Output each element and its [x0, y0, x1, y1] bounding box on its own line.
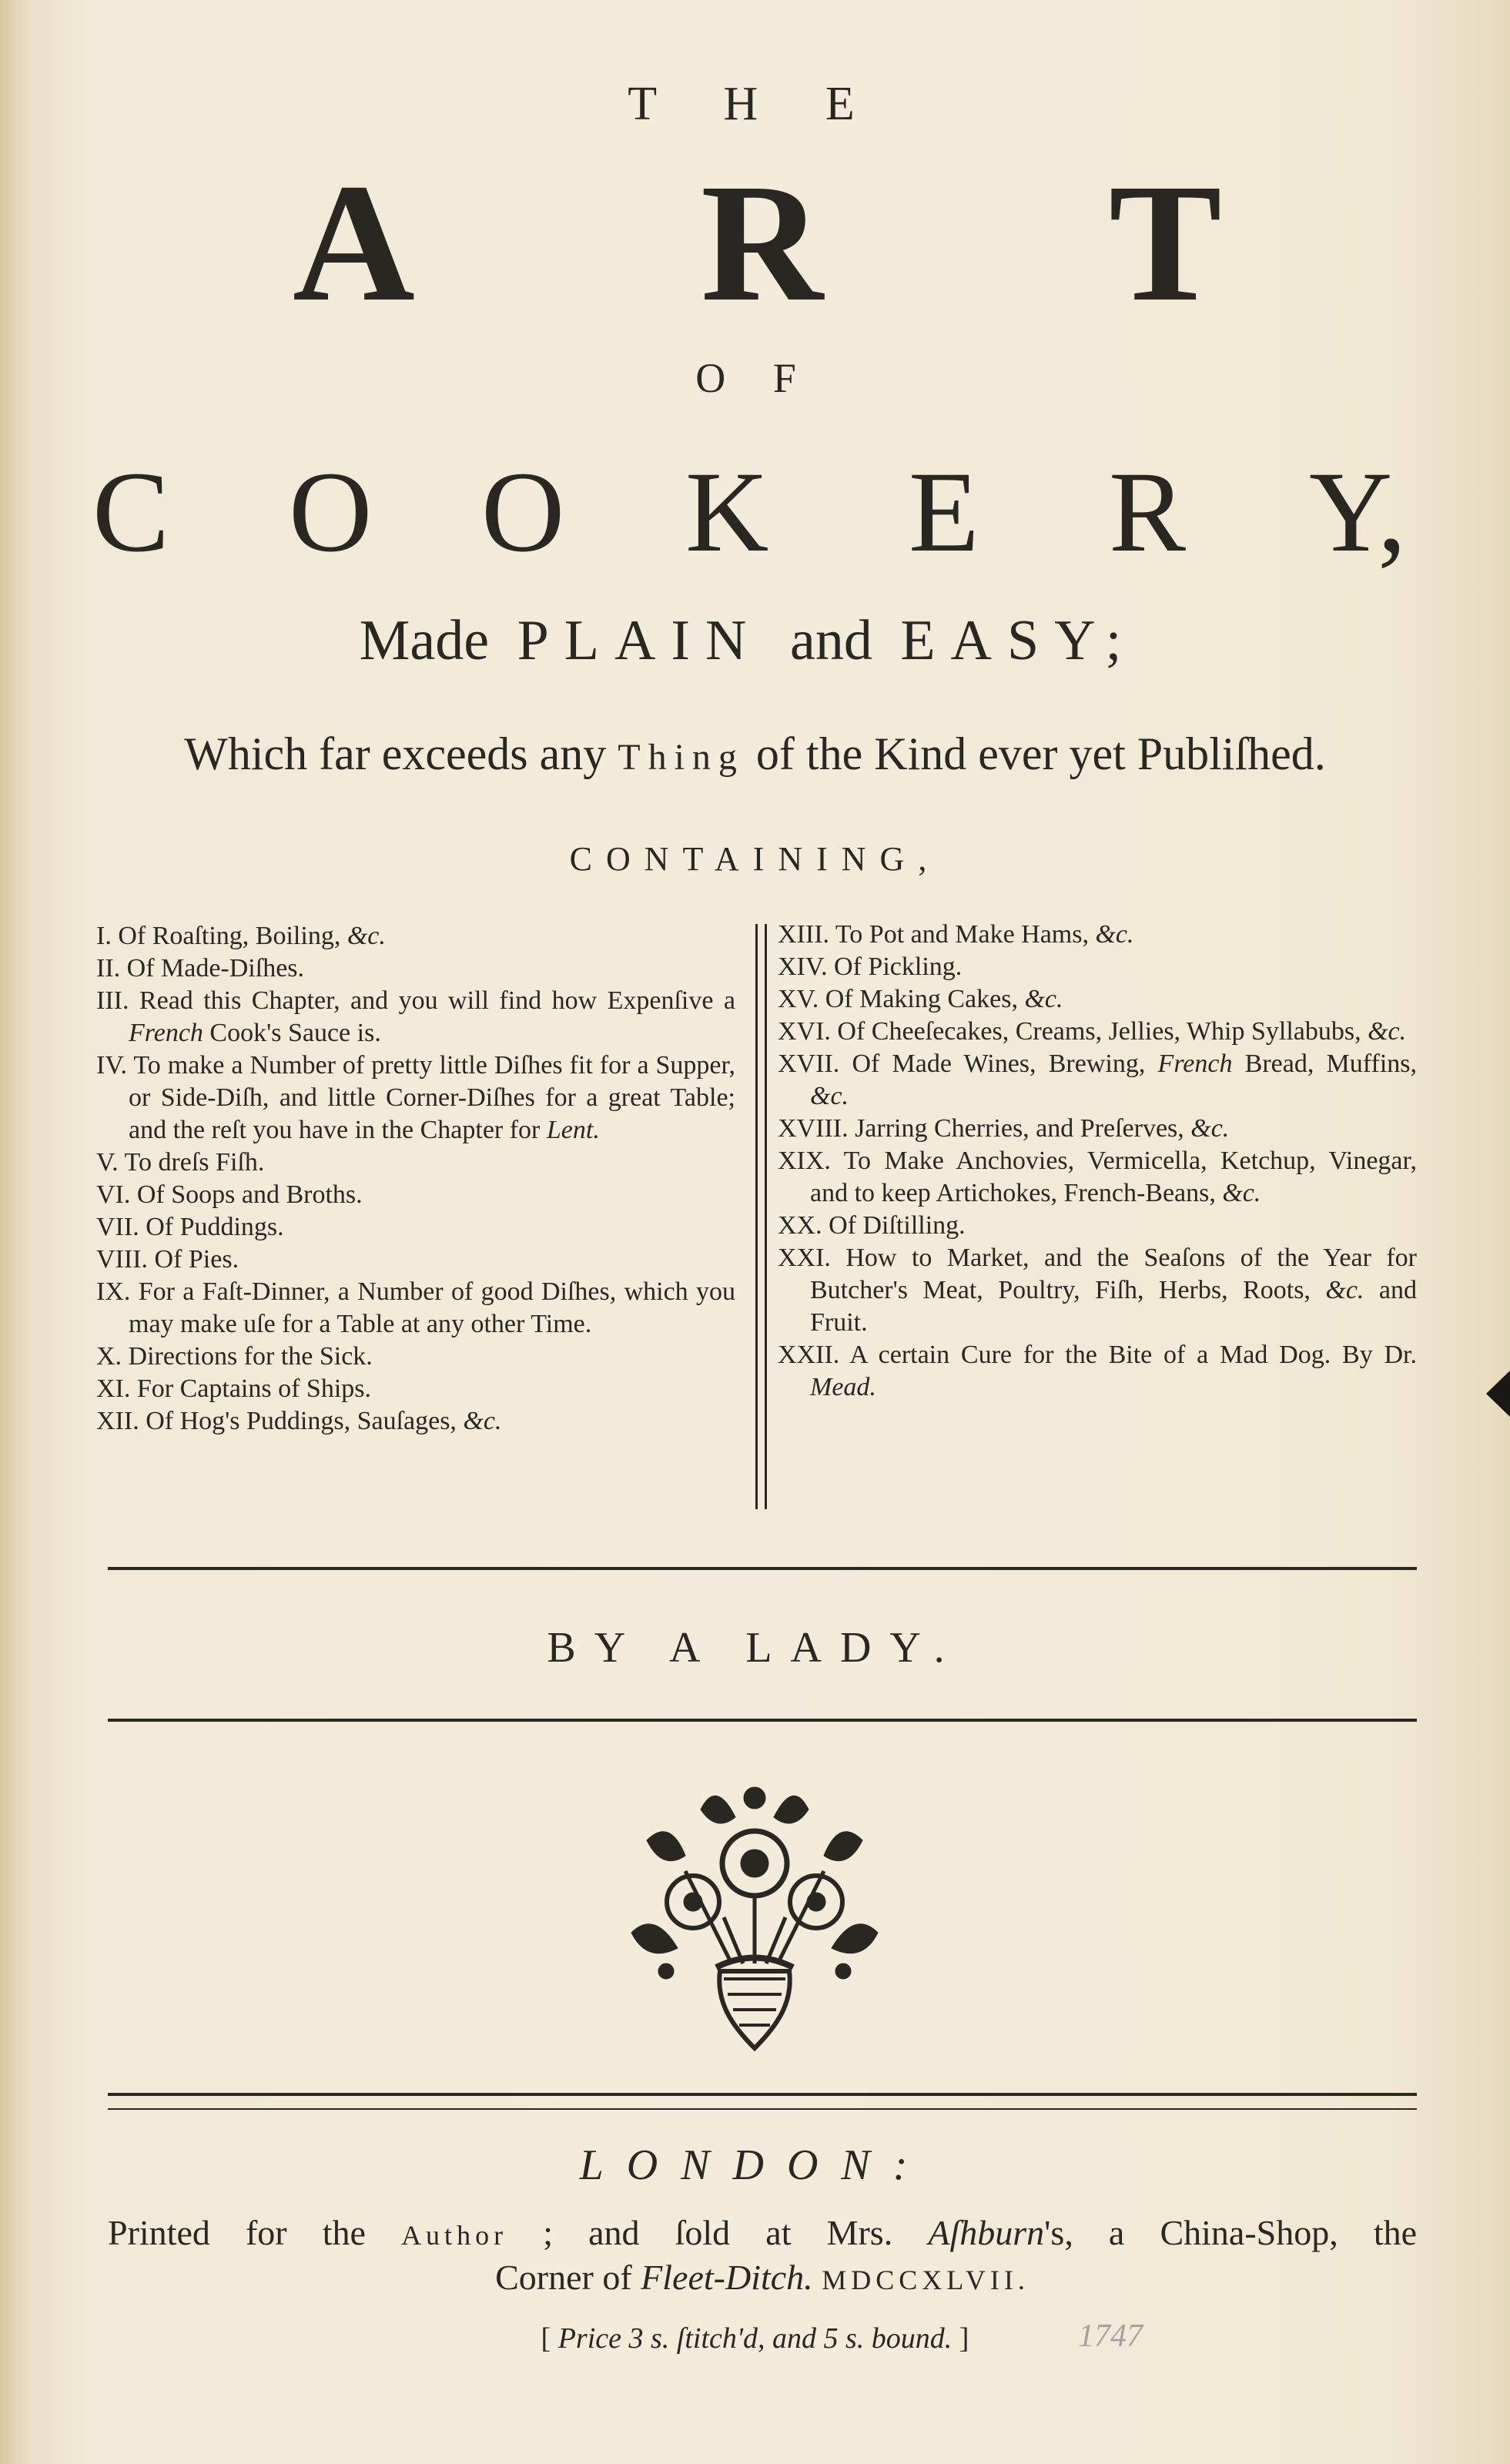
subtitle-made: Made — [359, 609, 490, 672]
contents-entry — [96, 985, 735, 1050]
entry-italic: &c. — [810, 1082, 849, 1110]
price-stitched: 3 s. ſtitch'd, — [628, 2322, 765, 2355]
entry-italic: &c. — [1190, 1114, 1230, 1143]
imprint-ashburn: Aſhburn — [928, 2213, 1045, 2252]
entry-text: XIV. Of Pickling. — [778, 952, 963, 981]
price-line — [0, 2322, 1510, 2355]
by-a-lady: BY A LADY. — [547, 1624, 963, 1672]
entry-text: and Fruit. — [810, 1276, 1417, 1337]
entry-italic: Mead. — [810, 1373, 876, 1401]
contents-left-column — [96, 920, 735, 1438]
contents-entry — [96, 1276, 735, 1341]
contents-entry — [778, 1048, 1417, 1113]
entry-text: VII. Of Puddings. — [96, 1213, 284, 1241]
floral-ornament-icon — [601, 1771, 909, 2064]
which-part-2: of the Kind ever yet Publiſhed. — [755, 728, 1326, 779]
entry-italic: &c. — [1024, 985, 1063, 1013]
contents-entry — [96, 1211, 735, 1244]
entry-text: III. Read this Chapter, and you will find how Expenſive a — [96, 986, 735, 1015]
entry-italic: &c. — [463, 1407, 502, 1435]
entry-text: XXII. A certain Cure for the Bite of a Mad Dog. By Dr. — [778, 1341, 1417, 1369]
contents-entry — [96, 952, 735, 985]
entry-italic: &c. — [1368, 1017, 1407, 1046]
art-letter-a: A — [293, 149, 415, 336]
contents-entry — [96, 1147, 735, 1179]
imprint-line-1 — [108, 2211, 1417, 2257]
entry-text: VI. Of Soops and Broths. — [96, 1180, 363, 1209]
which-part-1: Which far exceeds any — [184, 728, 607, 779]
subtitle-easy: EASY; — [900, 609, 1137, 672]
cookery-letter: Y, — [1309, 448, 1407, 576]
entry-text: XI. For Captains of Ships. — [96, 1374, 371, 1403]
entry-text: I. Of Roaſting, Boiling, — [96, 922, 347, 950]
entry-text: X. Directions for the Sick. — [96, 1342, 373, 1371]
entry-text: XIX. To Make Anchovies, Vermicella, Ketchup, Vinegar, and to keep Artichokes, French-Beans, — [778, 1147, 1417, 1207]
price-word: Price — [557, 2322, 621, 2355]
horizontal-rule — [108, 1719, 1417, 1722]
price-and: and — [772, 2322, 816, 2355]
imprint-line-2 — [108, 2256, 1417, 2302]
entry-text: XVII. Of Made Wines, Brewing, — [778, 1050, 1158, 1078]
entry-text: XII. Of Hog's Puddings, Sauſages, — [96, 1407, 464, 1435]
contents-entry — [96, 1050, 735, 1147]
art-letter-t: T — [1109, 149, 1222, 336]
subtitle-plain: PLAIN — [517, 609, 762, 672]
page-tab-marker — [1486, 1371, 1510, 1417]
containing-heading: CONTAINING, — [569, 840, 941, 878]
entry-text: XIII. To Pot and Make Hams, — [778, 920, 1096, 949]
imprint-fleet-ditch: Fleet-Ditch. — [641, 2258, 813, 2297]
contents-entry — [96, 1244, 735, 1276]
imprint-text: 's, a China-Shop, the — [1044, 2213, 1418, 2252]
contents-entry — [778, 1016, 1417, 1048]
cookery-letter: E — [909, 448, 979, 576]
entry-text: Bread, Muffins, — [1232, 1050, 1418, 1078]
column-divider — [755, 924, 767, 1509]
subtitle-and: and — [790, 609, 872, 672]
contents-entry — [778, 1242, 1417, 1339]
entry-text: VIII. Of Pies. — [96, 1245, 239, 1274]
contents-entry — [778, 951, 1417, 983]
entry-text: XX. Of Diſtilling. — [778, 1211, 966, 1240]
entry-italic: Lent. — [546, 1116, 600, 1144]
contents-entry — [778, 1113, 1417, 1145]
entry-text: XVIII. Jarring Cherries, and Preſerves, — [778, 1114, 1191, 1143]
imprint-text: Printed for the — [108, 2213, 366, 2252]
subtitle-which — [0, 728, 1510, 781]
entry-italic: French — [1157, 1050, 1233, 1078]
entry-text: XVI. Of Cheeſecakes, Creams, Jellies, Whip Syllabubs, — [778, 1017, 1368, 1046]
contents-entry — [96, 920, 735, 952]
cookery-letter: K — [685, 448, 769, 576]
pencil-annotation: 1747 — [1078, 2318, 1143, 2354]
entry-text: IV. To make a Number of pretty little Diſhes fit for a Supper, or Side-Diſh, and little Corner-Diſhes for a great Table; and the reſt you have in the Chapter for — [96, 1051, 735, 1144]
contents-entry — [778, 919, 1417, 951]
entry-text: V. To dreſs Fiſh. — [96, 1148, 265, 1177]
cookery-letter: R — [1109, 448, 1187, 576]
price-bracket: [ — [541, 2322, 551, 2355]
price-bracket: ] — [959, 2322, 969, 2355]
contents-entry — [778, 1210, 1417, 1242]
art-letter-r: R — [701, 149, 823, 336]
horizontal-rule — [108, 1567, 1417, 1570]
entry-text: XXI. How to Market, and the Seaſons of the Year for Butcher's Meat, Poultry, Fiſh, Herbs, Roots, — [778, 1244, 1417, 1304]
contents-entry — [778, 1145, 1417, 1210]
contents-entry — [778, 983, 1417, 1016]
entry-italic: &c. — [1222, 1179, 1261, 1207]
imprint-text: ; and ſold at Mrs. — [543, 2213, 893, 2252]
imprint-author: Author — [401, 2220, 508, 2251]
contents-entry — [96, 1405, 735, 1438]
entry-italic: &c. — [347, 922, 386, 950]
contents-entry — [778, 1339, 1417, 1404]
price-bound: 5 s. bound. — [823, 2322, 953, 2355]
cookery-letter: O — [289, 448, 373, 576]
entry-text: IX. For a Faſt-Dinner, a Number of good Diſhes, which you may make uſe for a Table at any other Time. — [96, 1277, 735, 1338]
contents-entry — [96, 1373, 735, 1405]
title-the: T H E — [628, 78, 882, 130]
subtitle-plain-easy — [0, 608, 1510, 674]
entry-italic: &c. — [1325, 1276, 1364, 1304]
title-art — [0, 149, 1510, 336]
entry-text: II. Of Made-Diſhes. — [96, 954, 305, 983]
which-thing: Thing — [618, 737, 745, 778]
horizontal-rule — [108, 2093, 1417, 2096]
entry-italic: &c. — [1095, 920, 1134, 949]
title-of: O F — [695, 355, 815, 401]
cookery-letter: C — [92, 448, 170, 576]
entry-italic: French — [129, 1019, 203, 1047]
cookery-letter: O — [481, 448, 565, 576]
entry-text: Cook's Sauce is. — [203, 1019, 381, 1047]
entry-text: XV. Of Making Cakes, — [778, 985, 1025, 1013]
contents-entry — [96, 1179, 735, 1211]
horizontal-rule-thin — [108, 2108, 1417, 2110]
imprint-text: Corner of — [495, 2258, 632, 2297]
imprint-year: MDCCXLVII. — [822, 2265, 1030, 2295]
contents-right-column — [778, 919, 1417, 1404]
imprint-city: LONDON: — [579, 2141, 931, 2189]
contents-entry — [96, 1341, 735, 1373]
title-cookery — [0, 448, 1510, 576]
